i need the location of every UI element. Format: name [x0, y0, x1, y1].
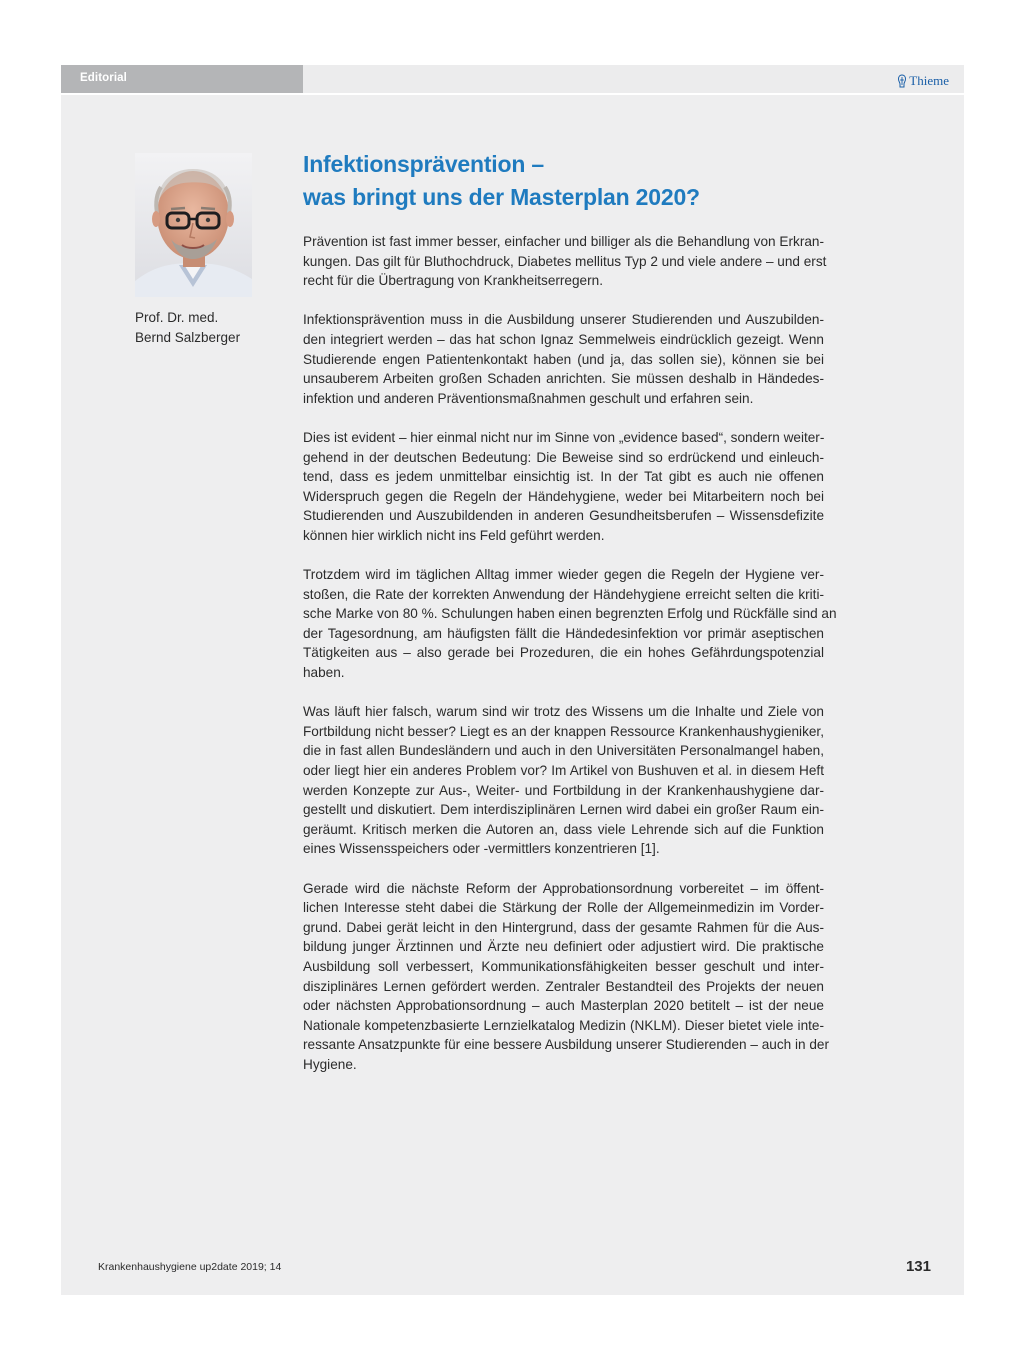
paragraph [303, 232, 827, 291]
text-line: können hier wirklich nicht ins Feld geführt werden. [303, 527, 605, 543]
page-number: 131 [905, 1258, 931, 1275]
text-line: Studierende engen Patientenkontakt haben (und ja, das sollen sie), können sie bei [303, 351, 824, 367]
text-line: ressante Ansatzpunkte für eine bessere Ausbildung unserer Studierenden – auch in der [303, 1037, 829, 1053]
text-line: Gerade wird die nächste Reform der Approbationsordnung vorbereitet – im öffent- [303, 880, 824, 896]
text-line: oder nächsten Approbationsordnung – auch Masterplan 2020 betitelt – ist der neue [303, 998, 824, 1014]
author-portrait [135, 153, 252, 297]
text-line: infektion und anderen Präventionsmaßnahmen geschult und erfahren sein. [303, 390, 754, 406]
text-line: Prävention ist fast immer besser, einfacher und billiger als die Behandlung von Erkran- [303, 234, 824, 249]
text-line: kungen. Das gilt für Bluthochdruck, Diabetes mellitus Typ 2 und viele andere – und erst [303, 253, 827, 269]
text-line: der Tagesordnung, am häufigsten fällt die Händedesinfektion vor primär aseptischen [303, 625, 824, 641]
article-title [303, 148, 863, 214]
paragraph [303, 702, 824, 859]
text-line: lichen Interesse steht dabei die Stärkung der Rolle der Allgemeinmedizin im Vorder- [303, 900, 824, 916]
text-line: gehend in der deutschen Bedeutung: Die Beweise sind so erdrückend und einleuch- [303, 449, 824, 465]
paragraph [303, 879, 829, 1075]
text-line: geräumt. Kritisch merken die Autoren an, dass viele Lehrende sich auf die Funktion [303, 821, 824, 837]
text-line: Nationale kompetenzbasierte Lernzielkatalog Medizin (NKLM). Dieser bietet viele inte- [303, 1017, 824, 1033]
text-line: Dies ist evident – hier einmal nicht nur im Sinne von „evidence based“, sondern weiter- [303, 429, 825, 445]
text-line: Tätigkeiten aus – also gerade bei Prozeduren, die ein hohes Gefährdungspotenzial [303, 645, 824, 661]
paragraph [303, 428, 824, 546]
text-line: recht für die Übertragung von Krankheitserregern. [303, 273, 603, 289]
text-line: werden Konzepte zur Aus-, Weiter- und Fortbildung in der Krankenhaushygiene dar- [303, 782, 824, 798]
text-line: den integriert werden – das hat schon Ignaz Semmelweis eindrücklich gezeigt. Wenn [303, 331, 824, 347]
author-name [135, 308, 240, 347]
text-line: tend, dass es jedem unmittelbar einsichtig ist. In der Tat gibt es auch nie offenen [303, 469, 824, 485]
thieme-emblem-icon [897, 74, 907, 88]
author-full-name: Bernd Salzberger [135, 329, 241, 345]
text-line: stoßen, die Rate der korrekten Anwendung der Händehygiene erreicht selten die kriti- [303, 586, 824, 602]
text-line: grund. Dabei gerät leicht in den Hintergrund, dass der gesamte Rahmen für die Aus- [303, 919, 824, 935]
title-line: Infektionsprävention – [303, 151, 544, 177]
text-line: eines Wissensspeichers oder -vermittlers konzentrieren [1]. [303, 841, 660, 857]
text-line: oder liegt hier ein anderes Problem vor? Im Artikel von Bushuven et al. in diesem Heft [303, 763, 824, 779]
text-line: die in fast allen Bundesländern und auch in den Universitäten Personalmangel haben, [303, 743, 824, 759]
text-line: haben. [303, 665, 345, 681]
paragraph [303, 310, 824, 408]
paragraph [303, 565, 837, 683]
publisher-name: Thieme [909, 73, 949, 88]
text-line: Infektionsprävention muss in die Ausbildung unserer Studierenden und Auszubilden- [303, 312, 824, 328]
text-line: unsauberem Arbeiten großen Schaden anrichten. Sie müssen deshalb in Händedes- [303, 371, 824, 387]
text-line: bildung junger Ärztinnen und Ärzte neu definiert oder adjustiert wird. Die praktische [303, 939, 824, 955]
text-line: Ausbildung soll verbessert, Kommunikationsfähigkeiten besser geschult und inter- [303, 958, 824, 974]
publisher-logo [897, 73, 949, 89]
text-line: Hygiene. [303, 1056, 357, 1072]
text-line: Fortbildung nicht besser? Liegt es an der knappen Ressource Krankenhaushygieniker, [303, 723, 824, 739]
text-line: Trotzdem wird im täglichen Alltag immer wieder gegen die Regeln der Hygiene ver- [303, 567, 824, 583]
text-line: Widerspruch gegen die Regeln der Händehygiene, weder bei Mitarbeitern noch bei [303, 488, 824, 504]
text-line: gestellt und diskutiert. Dem interdisziplinären Lernen wird dabei ein großer Raum ein- [303, 802, 824, 818]
text-line: sche Marke von 80 %. Schulungen haben einen begrenzten Erfolg und Rückfälle sind an [303, 606, 837, 622]
title-line: was bringt uns der Masterplan 2020? [303, 184, 700, 210]
journal-citation: Krankenhaushygiene up2date 2019; 14 [98, 1261, 282, 1273]
article-body [303, 232, 837, 1094]
text-line: Studierenden und Auszubildenden in anderen Gesundheitsberufen – Wissensdefizite [303, 508, 824, 524]
author-portrait-image [135, 153, 252, 297]
section-label: Editorial [80, 72, 127, 84]
author-title: Prof. Dr. med. [135, 310, 219, 325]
text-line: Was läuft hier falsch, warum sind wir trotz des Wissens um die Inhalte und Ziele von [303, 704, 824, 720]
text-line: disziplinäres Lernen gefördert werden. Zentraler Bestandteil des Projekts der neuen [303, 978, 824, 994]
